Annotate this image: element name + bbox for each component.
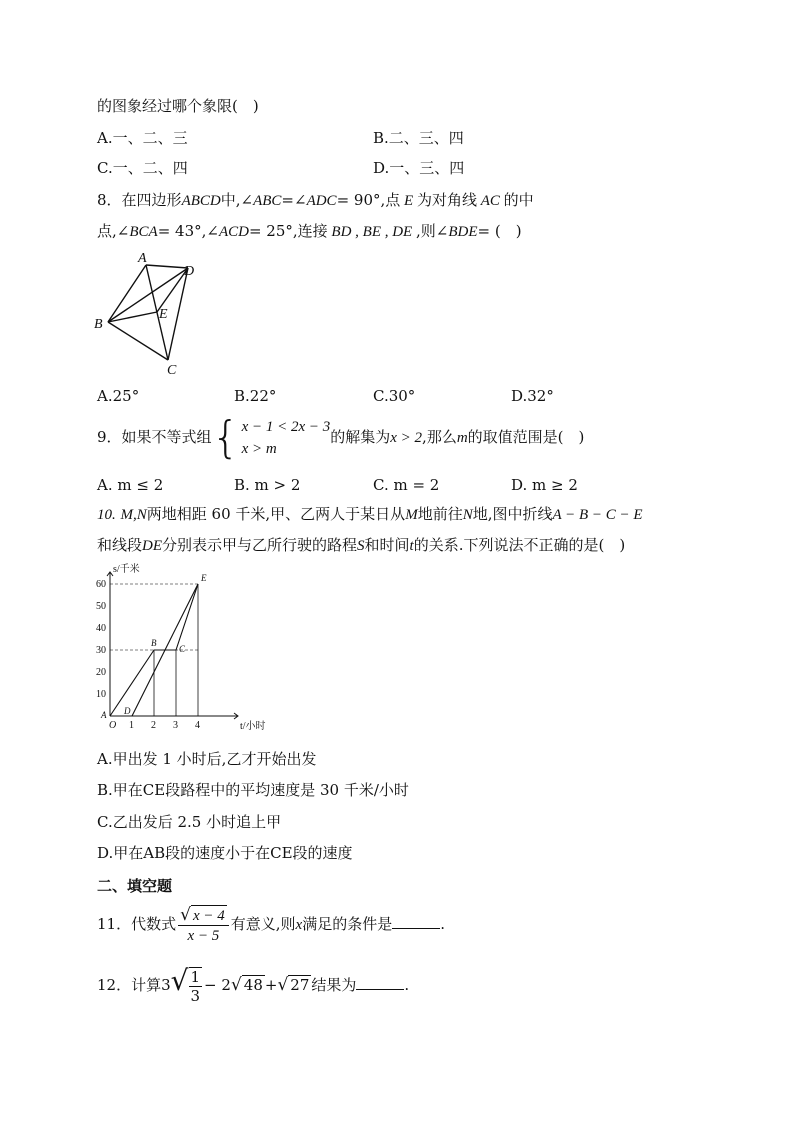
q7-option-b: B.二、三、四 bbox=[373, 129, 464, 147]
q10-option-d: D.甲在AB段的速度小于在CE段的速度 bbox=[97, 844, 353, 862]
q11-text: 代数式 bbox=[131, 915, 177, 933]
y-tick-label: 40 bbox=[96, 623, 106, 634]
q8-text: = 43°,∠ bbox=[157, 222, 219, 240]
q10-var: A − B − C − E bbox=[552, 507, 643, 523]
q9-option-d: D. m ≥ 2 bbox=[511, 476, 578, 494]
q11-text: . bbox=[440, 915, 445, 933]
q8-text: = ( ) bbox=[477, 222, 522, 240]
q11-number: 11． bbox=[97, 915, 132, 933]
q10-var: S bbox=[357, 538, 365, 554]
q8-angle-bca: BCA bbox=[129, 224, 158, 240]
q12-fraction bbox=[189, 967, 203, 1005]
q12-frac-num: 1 bbox=[190, 968, 201, 986]
q10-stem-line1 bbox=[97, 504, 643, 525]
q8-stem-line1 bbox=[97, 190, 534, 211]
inequality-2: x > m bbox=[241, 441, 277, 457]
q10-var: t bbox=[409, 538, 414, 554]
x-tick-label: 1 bbox=[129, 720, 134, 731]
q7-option-a: A.一、二、三 bbox=[97, 129, 188, 147]
q8-text: 中,∠ bbox=[220, 191, 254, 209]
q10-text: 两地相距 60 千米,甲、乙两人于某日从 bbox=[146, 505, 406, 523]
q9-text: 的取值范围是( ) bbox=[467, 428, 585, 446]
q9-option-a: A. m ≤ 2 bbox=[97, 476, 164, 494]
q9-number: 9． bbox=[97, 428, 122, 446]
q8-text: ,则∠ bbox=[415, 222, 449, 240]
q12-text: 结果为 bbox=[311, 976, 357, 994]
q12-stem bbox=[97, 960, 409, 1006]
fig-label-e: E bbox=[159, 307, 168, 322]
q8-option-c: C.30° bbox=[373, 387, 416, 405]
q7-stem-tail: 的图象经过哪个象限( ) bbox=[97, 97, 259, 115]
q8-angle-bde: BDE bbox=[448, 224, 478, 240]
q11-var: x bbox=[295, 917, 303, 933]
q9-var-m: m bbox=[456, 430, 468, 446]
x-tick-label: 3 bbox=[173, 720, 178, 731]
x-tick-label: 4 bbox=[195, 720, 200, 731]
x-axis-label: t/小时 bbox=[240, 721, 266, 732]
q8-stem-line2 bbox=[97, 221, 522, 242]
inequality-1: x − 1 < 2x − 3 bbox=[241, 419, 331, 435]
q10-text: 和线段 bbox=[97, 536, 143, 554]
q10-stem-line2 bbox=[97, 535, 625, 556]
q8-option-d: D.32° bbox=[511, 387, 554, 405]
y-tick-label: 60 bbox=[96, 579, 106, 590]
fig-label-b: B bbox=[94, 317, 103, 332]
q8-text: 在四边形 bbox=[121, 191, 182, 209]
q12-radicand-48: 48 bbox=[243, 976, 263, 994]
q8-text: 的中 bbox=[503, 191, 534, 209]
point-label-a: A bbox=[101, 710, 107, 720]
q11-text: 有意义,则 bbox=[230, 915, 296, 933]
y-tick-label: 50 bbox=[96, 601, 106, 612]
system-brace: { bbox=[211, 412, 240, 463]
q9-option-c: C. m = 2 bbox=[373, 476, 440, 494]
q8-angle-acd: ACD bbox=[218, 224, 249, 240]
q10-option-b: B.甲在CE段路程中的平均速度是 30 千米/小时 bbox=[97, 781, 409, 799]
answer-blank[interactable] bbox=[356, 975, 404, 990]
q8-text: 为对角线 bbox=[416, 191, 477, 209]
q10-var: M,N bbox=[120, 507, 147, 523]
q10-option-c: C.乙出发后 2.5 小时追上甲 bbox=[97, 813, 282, 831]
q12-text: 计算 bbox=[131, 976, 162, 994]
point-label-e: E bbox=[201, 573, 207, 583]
q8-number: 8． bbox=[97, 191, 122, 209]
q8-angle-adc: ADC bbox=[306, 193, 337, 209]
y-tick-label: 10 bbox=[96, 689, 106, 700]
q10-text: 地,图中折线 bbox=[472, 505, 553, 523]
fig-label-a: A bbox=[138, 251, 147, 266]
q11-numerator: x − 4 bbox=[192, 908, 225, 924]
q8-quad: ABCD bbox=[181, 193, 221, 209]
q10-text: 分别表示甲与乙所行驶的路程 bbox=[162, 536, 358, 554]
radical-sign: √ bbox=[180, 905, 191, 925]
answer-blank[interactable] bbox=[392, 914, 440, 929]
q8-quadrilateral-figure bbox=[90, 248, 210, 378]
q9-text: ,那么 bbox=[422, 428, 457, 446]
y-tick-label: 30 bbox=[96, 645, 106, 656]
q12-text: − 2 bbox=[204, 976, 231, 994]
origin-label: O bbox=[109, 720, 117, 731]
inequality-system bbox=[242, 416, 331, 460]
q12-text: + bbox=[264, 976, 278, 994]
q7-option-d: D.一、三、四 bbox=[373, 159, 465, 177]
q11-denominator: x − 5 bbox=[187, 928, 220, 944]
q9-option-b: B. m > 2 bbox=[234, 476, 301, 494]
q12-text: . bbox=[404, 976, 410, 994]
q12-number: 12． bbox=[97, 976, 132, 994]
section-heading: 二、填空题 bbox=[97, 877, 173, 895]
x-tick-label: 2 bbox=[151, 720, 156, 731]
y-axis-label: s/千米 bbox=[113, 564, 140, 575]
q10-text: 的关系.下列说法不正确的是( ) bbox=[413, 536, 626, 554]
q10-number: 10. bbox=[97, 507, 116, 523]
radical-sign: √ bbox=[170, 964, 189, 997]
q12-radicand-27: 27 bbox=[290, 976, 310, 994]
q10-var: DE bbox=[142, 538, 163, 554]
q11-stem bbox=[97, 903, 445, 946]
q9-text: 的解集为 bbox=[330, 428, 391, 446]
q8-text: = 25°,连接 bbox=[248, 222, 328, 240]
q9-text: 如果不等式组 bbox=[121, 428, 212, 446]
q8-segments: BD , BE , DE bbox=[327, 224, 416, 240]
point-label-b: B bbox=[151, 638, 157, 648]
q8-angle-abc: ABC bbox=[253, 193, 282, 209]
q10-option-a: A.甲出发 1 小时后,乙才开始出发 bbox=[97, 750, 317, 768]
q10-text: 和时间 bbox=[364, 536, 410, 554]
q9-stem bbox=[97, 414, 584, 461]
q7-option-c: C.一、二、四 bbox=[97, 159, 188, 177]
q12-frac-den: 3 bbox=[190, 987, 201, 1005]
fig-label-c: C bbox=[167, 363, 177, 378]
radical-sign: √ bbox=[230, 975, 242, 995]
point-label-d: D bbox=[124, 706, 131, 716]
q8-text: = 90°,点 bbox=[336, 191, 401, 209]
q12-coef: 3 bbox=[161, 976, 171, 994]
q8-text: =∠ bbox=[281, 191, 307, 209]
distance-time-chart bbox=[90, 562, 280, 734]
q8-text: 点,∠ bbox=[97, 222, 130, 240]
y-tick-label: 20 bbox=[96, 667, 106, 678]
q10-var: M bbox=[405, 507, 418, 523]
q8-option-b: B.22° bbox=[234, 387, 277, 405]
point-label-c: C bbox=[179, 644, 186, 654]
q11-fraction bbox=[178, 905, 229, 945]
q9-condition: x > 2 bbox=[390, 430, 423, 446]
q8-point-e: E bbox=[400, 193, 417, 209]
q10-var: N bbox=[462, 507, 473, 523]
q11-text: 满足的条件是 bbox=[302, 915, 393, 933]
radical-sign: √ bbox=[277, 975, 289, 995]
q8-diag-ac: AC bbox=[476, 193, 504, 209]
fig-label-d: D bbox=[184, 264, 195, 279]
q10-text: 地前往 bbox=[417, 505, 463, 523]
q8-option-a: A.25° bbox=[97, 387, 140, 405]
